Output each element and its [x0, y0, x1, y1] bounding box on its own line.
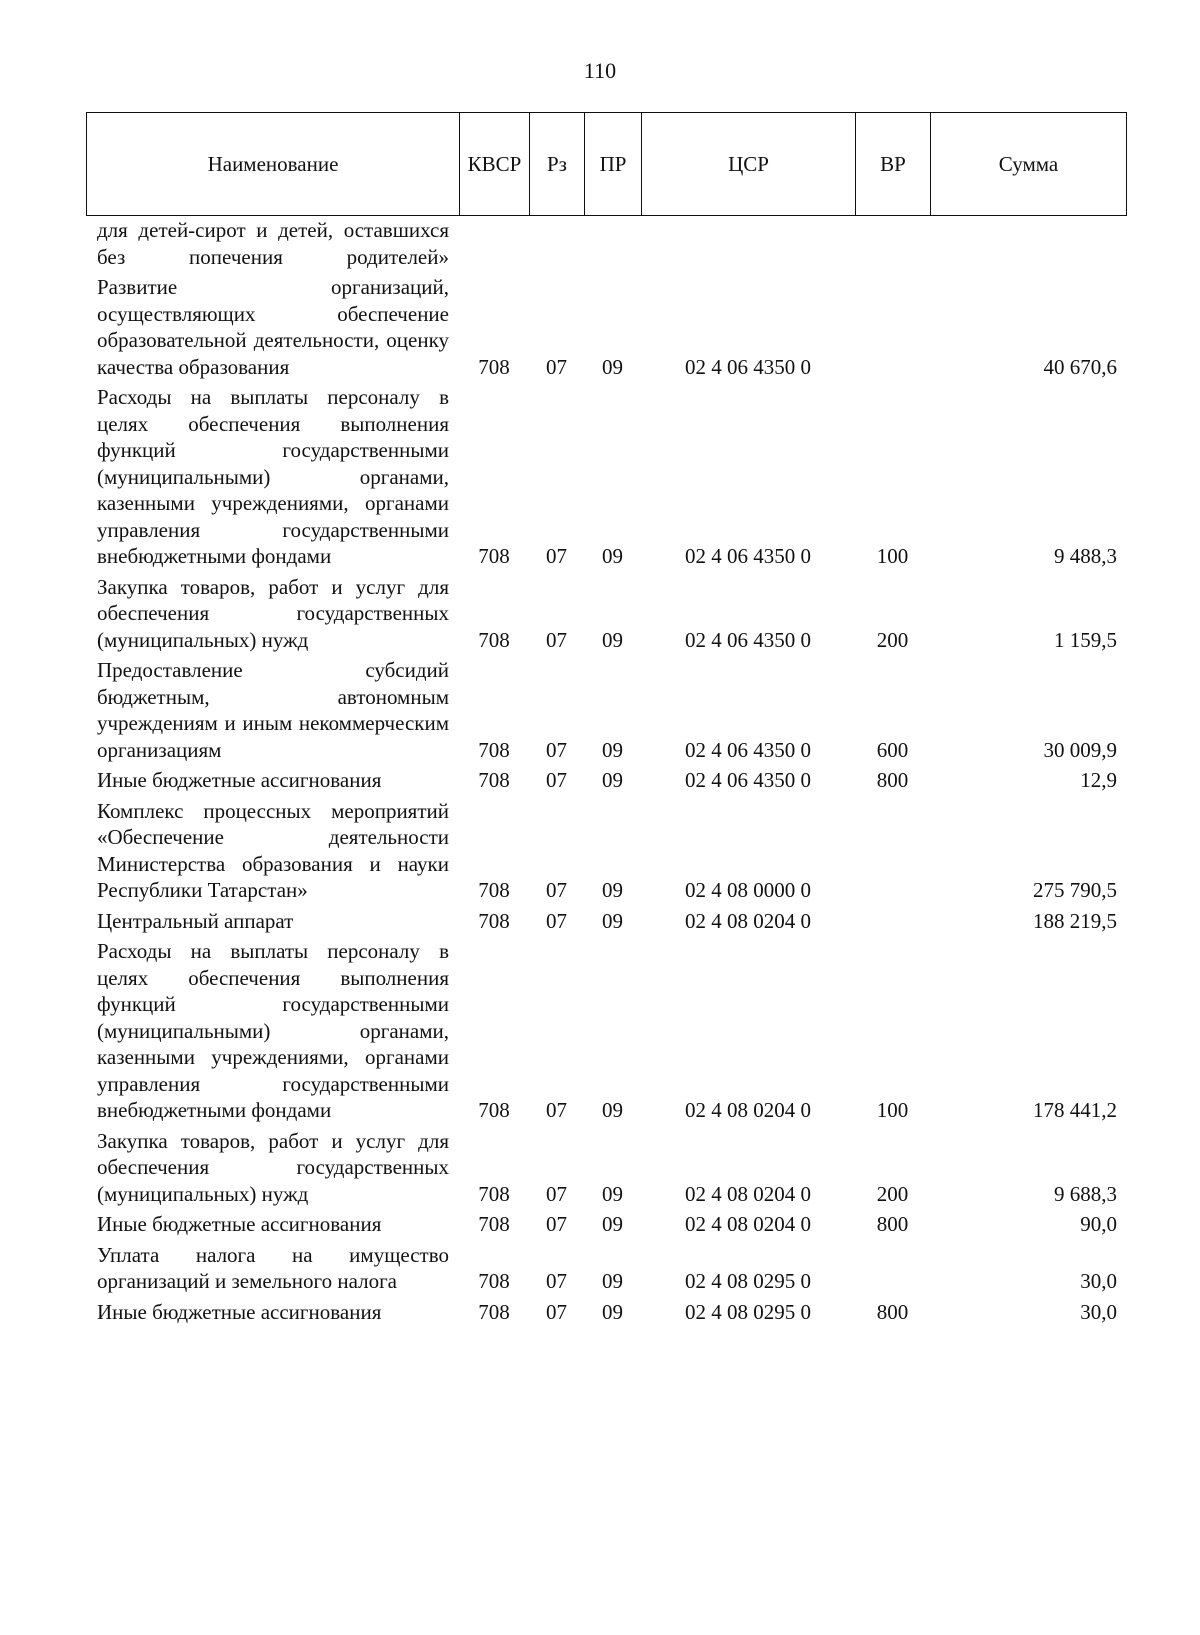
cell-csr: 02 4 08 0295 0 [685, 1299, 811, 1324]
cell-vr: 800 [876, 768, 909, 792]
cell-rz: 07 [546, 1098, 567, 1122]
cell-kvsr: 708 [478, 1299, 510, 1324]
table-row [86, 274, 1127, 380]
cell-rz: 07 [546, 768, 567, 792]
cell-name: Расходы на выплаты персоналу в целях обеспечения выполнения функций государственными (муниципальными) органами, казенными учреждениями, органами управления государственными внебюджетными фондами [97, 939, 449, 1122]
header-pr: ПР [585, 113, 642, 215]
page-number: 110 [583, 58, 617, 83]
header-vr: ВР [856, 113, 931, 215]
cell-vr: 600 [876, 737, 909, 762]
cell-csr: 02 4 08 0204 0 [685, 1181, 811, 1206]
table-row [86, 384, 1127, 570]
cell-pr: 09 [602, 354, 623, 379]
cell-pr: 09 [602, 1098, 623, 1122]
cell-sum: 30,0 [1080, 1299, 1117, 1324]
table-row [86, 574, 1127, 654]
cell-name: Центральный аппарат [97, 908, 294, 933]
table-body [86, 217, 1127, 1325]
cell-csr: 02 4 08 0000 0 [685, 878, 811, 902]
header-sum: Сумма [998, 151, 1059, 176]
cell-sum: 90,0 [1080, 1212, 1117, 1236]
cell-rz: 07 [546, 737, 567, 762]
cell-csr: 02 4 06 4350 0 [685, 737, 811, 762]
cell-sum: 12,9 [1080, 768, 1117, 792]
cell-pr: 09 [602, 1212, 623, 1236]
cell-sum: 30 009,9 [1043, 737, 1117, 762]
cell-sum: 40 670,6 [1043, 354, 1117, 379]
cell-rz: 07 [546, 878, 567, 902]
cell-name: Комплекс процессных мероприятий «Обеспечение деятельности Министерства образования и науки Республики Татарстан» [97, 798, 449, 902]
table-row [86, 908, 1127, 935]
cell-vr: 200 [876, 627, 909, 652]
cell-kvsr: 708 [478, 908, 510, 933]
cell-pr: 09 [602, 1269, 623, 1293]
cell-sum: 9 688,3 [1054, 1181, 1117, 1206]
cell-kvsr: 708 [478, 737, 510, 762]
cell-csr: 02 4 06 4350 0 [685, 768, 811, 792]
header-csr: ЦСР [642, 113, 856, 215]
cell-name: для детей-сирот и детей, оставшихся без попечения родителей» [97, 218, 449, 269]
cell-name: Расходы на выплаты персоналу в целях обеспечения выполнения функций государственными (муниципальными) органами, казенными учреждениями, органами управления государственными внебюджетными фондами [97, 385, 449, 568]
cell-name: Развитие организаций, осуществляющих обеспечение образовательной деятельности, оценку качества образования [97, 275, 449, 379]
cell-rz: 07 [546, 908, 567, 933]
table-row [86, 657, 1127, 763]
cell-csr: 02 4 06 4350 0 [685, 544, 811, 568]
table-row [86, 767, 1127, 794]
cell-pr: 09 [602, 1299, 623, 1324]
cell-sum: 9 488,3 [1054, 544, 1117, 568]
cell-kvsr: 708 [478, 544, 510, 568]
cell-pr: 09 [602, 768, 623, 792]
cell-sum: 275 790,5 [1033, 878, 1117, 902]
cell-kvsr: 708 [478, 354, 510, 379]
cell-sum: 30,0 [1080, 1269, 1117, 1293]
table-header [86, 112, 1127, 216]
cell-pr: 09 [602, 627, 623, 652]
table-row [86, 217, 1127, 270]
table-row [86, 1211, 1127, 1238]
cell-sum: 1 159,5 [1054, 627, 1117, 652]
cell-name: Закупка товаров, работ и услуг для обеспечения государственных (муниципальных) нужд [97, 1128, 449, 1206]
cell-rz: 07 [546, 1212, 567, 1236]
table-row [86, 1299, 1127, 1326]
table-row [86, 938, 1127, 1124]
cell-csr: 02 4 06 4350 0 [685, 354, 811, 379]
cell-kvsr: 708 [478, 627, 510, 652]
cell-name: Иные бюджетные ассигнования [97, 768, 382, 792]
header-name: Наименование [87, 113, 460, 215]
cell-name: Иные бюджетные ассигнования [97, 1212, 382, 1236]
table-row [86, 1128, 1127, 1208]
cell-pr: 09 [602, 908, 623, 933]
table-row [86, 1242, 1127, 1295]
cell-vr: 100 [876, 544, 909, 568]
cell-name: Уплата налога на имущество организаций и земельного налога [97, 1242, 449, 1293]
cell-vr: 100 [876, 1098, 909, 1122]
cell-rz: 07 [546, 627, 567, 652]
cell-rz: 07 [546, 354, 567, 379]
cell-csr: 02 4 08 0204 0 [685, 908, 811, 933]
cell-vr: 800 [876, 1212, 909, 1236]
cell-pr: 09 [602, 737, 623, 762]
cell-vr: 800 [876, 1299, 909, 1324]
cell-rz: 07 [546, 1299, 567, 1324]
cell-name: Закупка товаров, работ и услуг для обеспечения государственных (муниципальных) нужд [97, 574, 449, 652]
cell-vr: 200 [876, 1181, 909, 1206]
cell-csr: 02 4 06 4350 0 [685, 627, 811, 652]
cell-name: Иные бюджетные ассигнования [97, 1299, 382, 1324]
cell-sum: 178 441,2 [1033, 1098, 1117, 1122]
cell-sum: 188 219,5 [1033, 908, 1117, 933]
cell-kvsr: 708 [478, 1181, 510, 1206]
header-kvsr: КВСР [460, 113, 530, 215]
cell-kvsr: 708 [478, 1212, 510, 1236]
cell-pr: 09 [602, 1181, 623, 1206]
cell-name: Предоставление субсидий бюджетным, автономным учреждениям и иным некоммерческим организациям [97, 658, 449, 762]
cell-csr: 02 4 08 0295 0 [685, 1269, 811, 1293]
cell-rz: 07 [546, 1269, 567, 1293]
cell-kvsr: 708 [478, 878, 510, 902]
cell-csr: 02 4 08 0204 0 [685, 1098, 811, 1122]
cell-kvsr: 708 [478, 768, 510, 792]
cell-pr: 09 [602, 878, 623, 902]
cell-csr: 02 4 08 0204 0 [685, 1212, 811, 1236]
cell-kvsr: 708 [478, 1098, 510, 1122]
table-row [86, 798, 1127, 904]
cell-kvsr: 708 [478, 1269, 510, 1293]
cell-rz: 07 [546, 544, 567, 568]
cell-pr: 09 [602, 544, 623, 568]
cell-rz: 07 [546, 1181, 567, 1206]
header-rz: Рз [530, 113, 585, 215]
